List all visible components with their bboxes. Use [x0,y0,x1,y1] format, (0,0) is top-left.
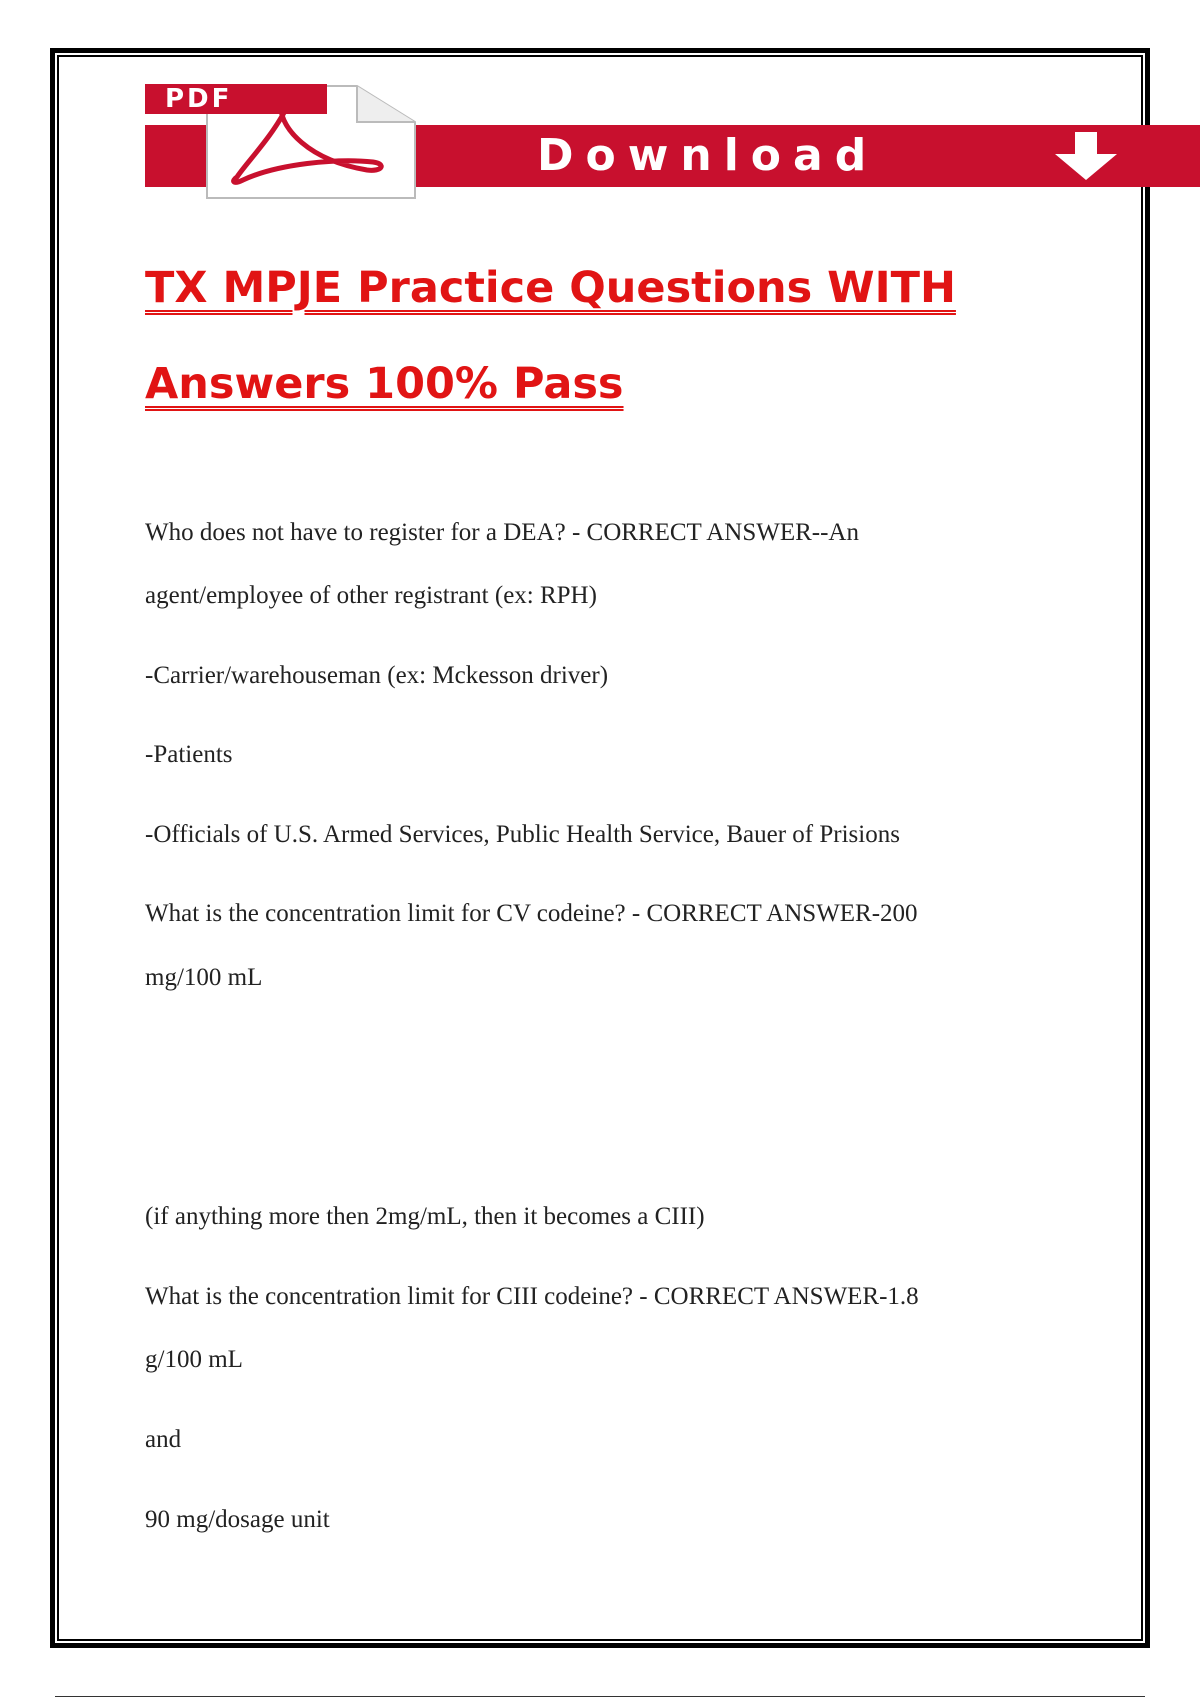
body-line: g/100 mL [145,1346,243,1373]
body-line: What is the concentration limit for CV codeine? - CORRECT ANSWER-200 [145,900,918,927]
pdf-label: PDF [145,84,327,114]
body-line: mg/100 mL [145,964,263,991]
body-line: 90 mg/dosage unit [145,1506,330,1533]
pdf-download-banner[interactable] [145,78,1200,208]
down-arrow-icon[interactable] [1051,130,1121,182]
document-title [145,240,1045,432]
body-line: What is the concentration limit for CIII codeine? - CORRECT ANSWER-1.8 [145,1283,919,1310]
body-line: -Officials of U.S. Armed Services, Public Health Service, Bauer of Prisions [145,821,900,848]
body-line: -Patients [145,741,233,768]
body-line: (if anything more then 2mg/mL, then it becomes a CIII) [145,1203,705,1230]
title-line-1: TX MPJE Practice Questions WITH [145,263,956,313]
body-line: and [145,1426,182,1453]
bottom-rule [55,1696,1145,1697]
title-line-2: Answers 100% Pass [145,359,624,409]
download-label[interactable]: Download [537,130,879,181]
body-line: Who does not have to register for a DEA? - CORRECT ANSWER--An [145,519,859,546]
body-line: agent/employee of other registrant (ex: RPH) [145,582,597,609]
body-line: -Carrier/warehouseman (ex: Mckesson driver) [145,662,609,689]
